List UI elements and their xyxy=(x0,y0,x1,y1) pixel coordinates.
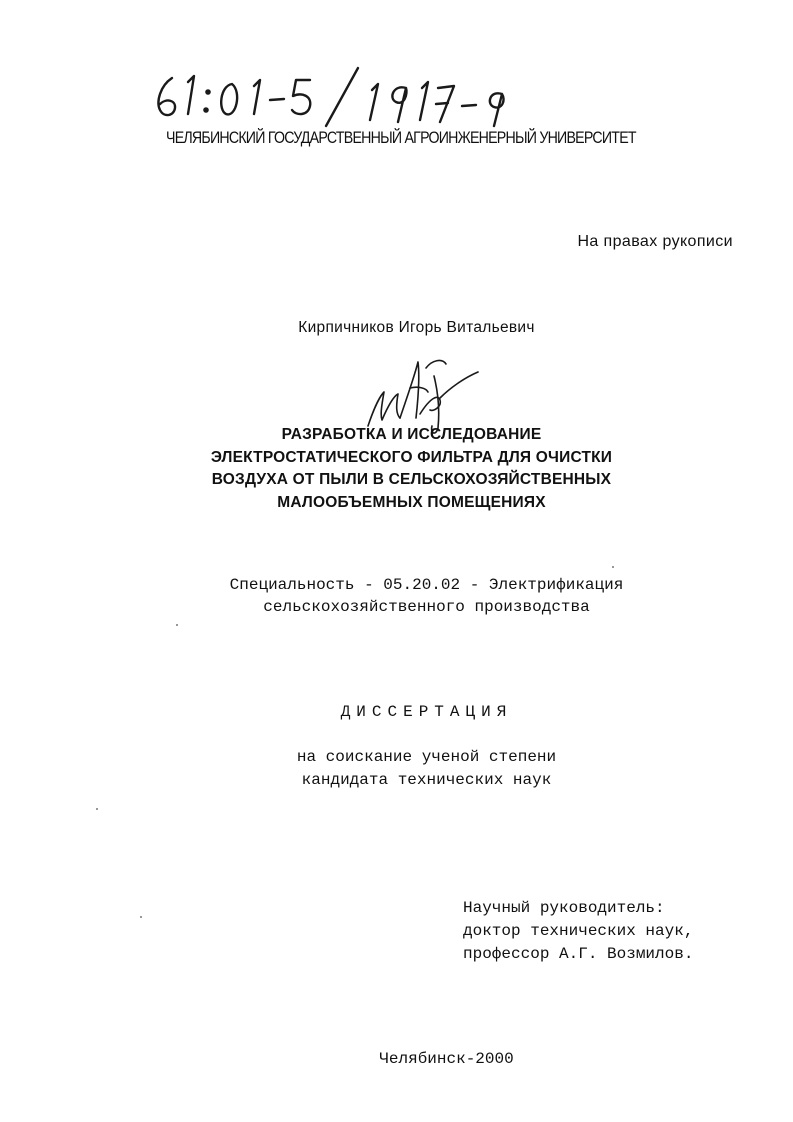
supervisor-block xyxy=(463,897,693,966)
title-line: ЭЛЕКТРОСТАТИЧЕСКОГО ФИЛЬТРА ДЛЯ ОЧИСТКИ xyxy=(210,448,613,466)
title-line: МАЛООБЪЕМНЫХ ПОМЕЩЕНИЯХ xyxy=(277,493,546,511)
handwritten-registry-number xyxy=(150,64,520,130)
title-line: ВОЗДУХА ОТ ПЫЛИ В СЕЛЬСКОХОЗЯЙСТВЕННЫХ xyxy=(211,471,612,488)
speciality-line: сельскохозяйственного производства xyxy=(263,598,590,616)
degree-block xyxy=(0,746,793,792)
scan-speck xyxy=(140,916,142,918)
degree-line: на соискание ученой степени xyxy=(296,748,557,766)
scan-speck xyxy=(176,624,178,626)
supervisor-line: профессор А.Г. Возмилов. xyxy=(463,945,694,963)
document-type: ДИССЕРТАЦИЯ xyxy=(340,703,513,721)
scan-speck xyxy=(612,566,614,568)
university-name: ЧЕЛЯБИНСКИЙ ГОСУДАРСТВЕННЫЙ АГРОИНЖЕНЕРНЫЙ УНИВЕРСИТЕТ xyxy=(166,129,636,147)
dissertation-title xyxy=(0,424,793,514)
speciality-block xyxy=(0,574,793,618)
registry-handwriting-drawing xyxy=(150,64,520,130)
city-year: Челябинск-2000 xyxy=(379,1050,514,1068)
supervisor-line: доктор технических наук, xyxy=(463,922,694,940)
speciality-line: Специальность - 05.20.02 - Электрификация xyxy=(229,576,624,594)
author-name: Кирпичников Игорь Витальевич xyxy=(298,319,535,336)
rights-note: На правах рукописи xyxy=(577,233,733,250)
degree-line: кандидата технических наук xyxy=(301,771,552,789)
title-line: РАЗРАБОТКА И ИССЛЕДОВАНИЕ xyxy=(281,426,542,443)
supervisor-line: Научный руководитель: xyxy=(463,899,665,917)
scan-speck xyxy=(96,808,98,810)
